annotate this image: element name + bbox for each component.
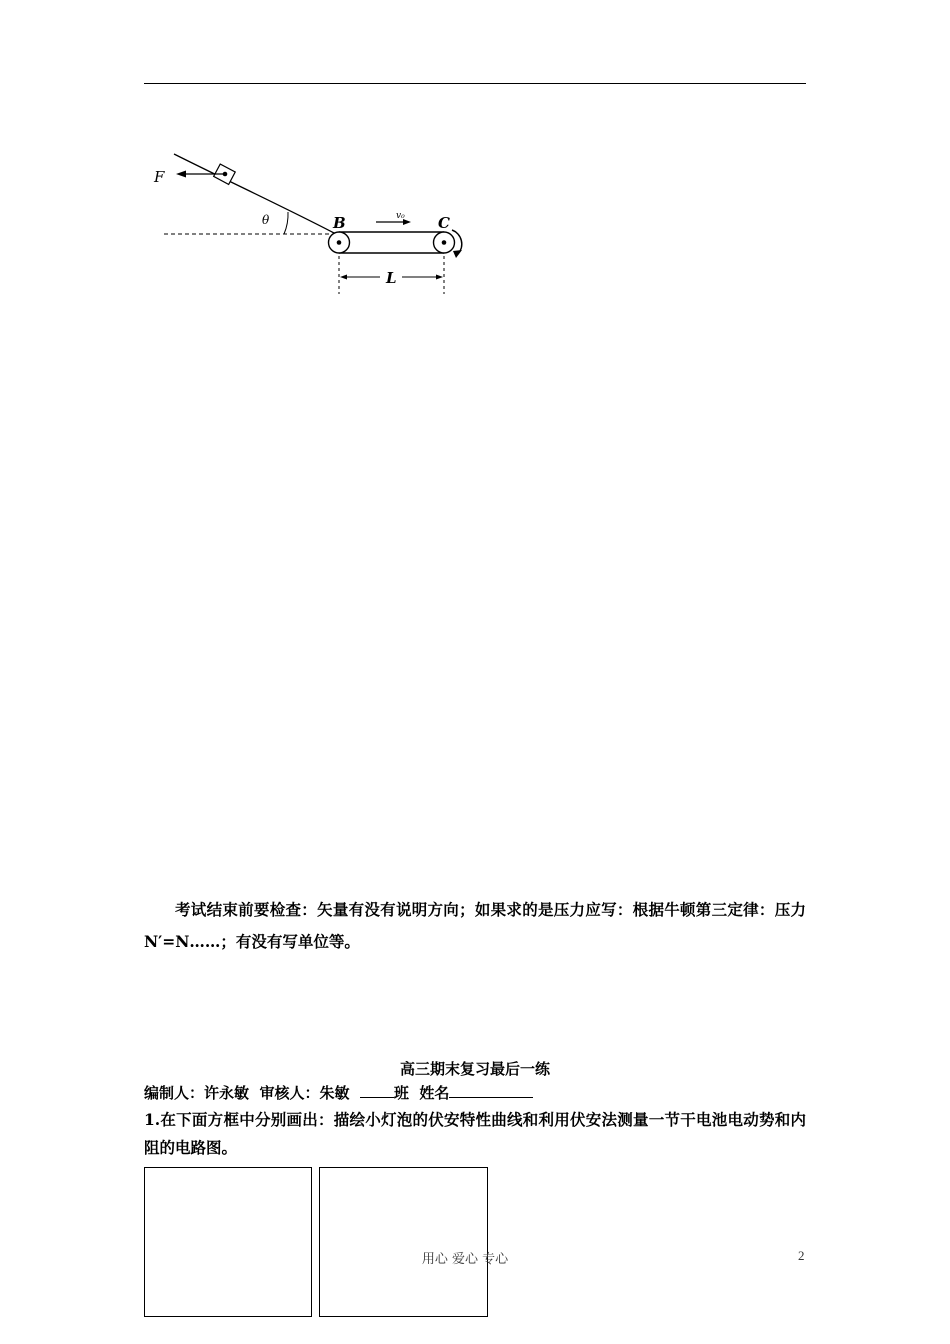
page-number: 2 xyxy=(798,1248,805,1263)
header-rule xyxy=(144,83,806,84)
point-b-label: B xyxy=(333,214,346,232)
incline-slope xyxy=(174,154,334,233)
length-label: L xyxy=(386,269,397,287)
dimension-arrow-left xyxy=(340,275,347,280)
byline-prefix: 编制人：许永敏 审核人：朱敏 xyxy=(144,1084,360,1102)
question-1: 1.在下面方框中分别画出：描绘小灯泡的伏安特性曲线和利用伏安法测量一节干电池电动势和内阻的电路图。 xyxy=(144,1110,806,1157)
rotation-arrowhead xyxy=(453,250,462,258)
pulley-b-axle xyxy=(337,240,342,245)
point-c-label: C xyxy=(438,214,450,232)
footer-motto: 用心 爱心 专心 xyxy=(421,1252,509,1267)
section-title: 高三期末复习最后一练 xyxy=(399,1060,550,1078)
angle-label: θ xyxy=(262,213,270,227)
name-blank[interactable] xyxy=(449,1081,533,1098)
force-label: F xyxy=(154,168,165,186)
velocity-label: v₀ xyxy=(396,211,405,221)
figure-svg xyxy=(140,140,490,305)
byline xyxy=(144,1081,533,1105)
answer-box-right[interactable] xyxy=(319,1167,488,1317)
angle-arc xyxy=(284,212,288,234)
incline-conveyor-figure xyxy=(140,140,490,305)
exam-reminder xyxy=(144,894,806,958)
reminder-text: 考试结束前要检查：矢量有没有说明方向；如果求的是压力应写：根据牛顿第三定律：压力N′=N……；有没有写单位等。 xyxy=(144,900,806,951)
pulley-c-axle xyxy=(442,240,447,245)
force-arrowhead xyxy=(176,171,186,178)
class-name-label: 班 姓名 xyxy=(393,1084,450,1102)
answer-box-left[interactable] xyxy=(144,1167,312,1317)
dimension-arrow-right xyxy=(436,275,443,280)
class-blank[interactable] xyxy=(360,1081,394,1098)
